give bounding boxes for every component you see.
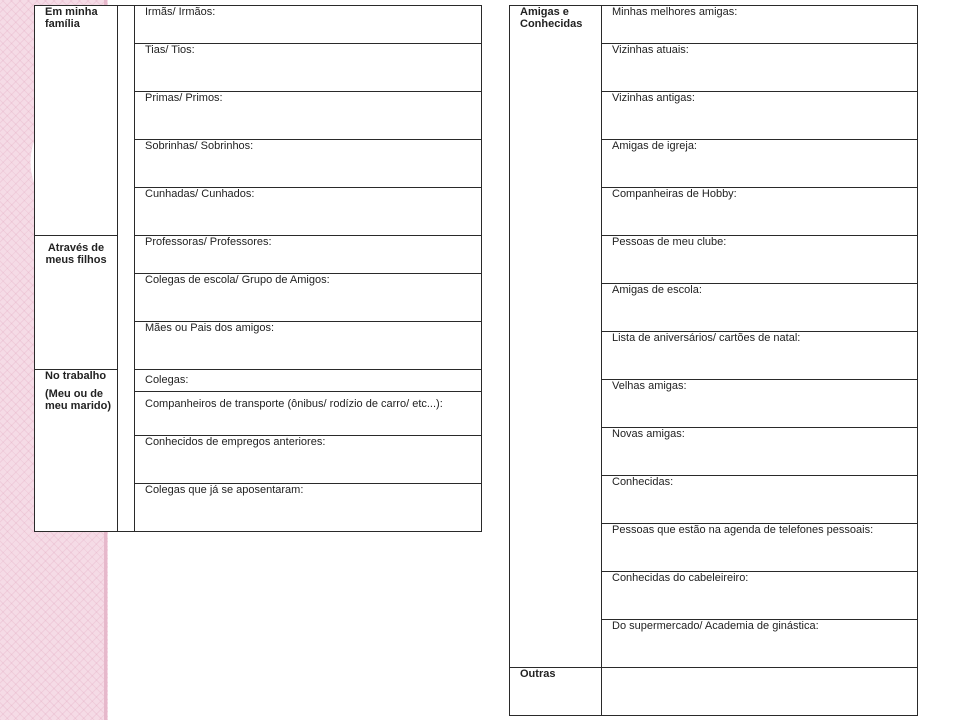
item-field[interactable]: Amigas de escola: bbox=[602, 284, 918, 332]
item-field[interactable]: Amigas de igreja: bbox=[602, 140, 918, 188]
item-field[interactable]: Irmãs/ Irmãos: bbox=[135, 6, 482, 44]
category-cell bbox=[510, 6, 602, 668]
category-sublabel: (Meu ou de meu marido) bbox=[45, 388, 112, 412]
table-row bbox=[35, 370, 482, 392]
item-field[interactable]: Pessoas que estão na agenda de telefones pessoais: bbox=[602, 524, 918, 572]
item-field[interactable]: Conhecidos de empregos anteriores: bbox=[135, 436, 482, 484]
item-field[interactable]: Minhas melhores amigas: bbox=[602, 6, 918, 44]
item-field[interactable]: Vizinhas antigas: bbox=[602, 92, 918, 140]
item-field[interactable]: Conhecidas do cabeleireiro: bbox=[602, 572, 918, 620]
item-field[interactable]: Do supermercado/ Academia de ginástica: bbox=[602, 620, 918, 668]
right-contacts-table bbox=[509, 5, 918, 716]
category-label: No trabalho bbox=[45, 370, 107, 382]
item-field[interactable]: Companheiros de transporte (ônibus/ rodízio de carro/ etc...): bbox=[135, 392, 482, 436]
item-field[interactable]: Velhas amigas: bbox=[602, 380, 918, 428]
category-label: Outras bbox=[520, 668, 556, 680]
item-field[interactable]: Pessoas de meu clube: bbox=[602, 236, 918, 284]
table-row bbox=[35, 6, 482, 44]
category-cell bbox=[510, 668, 602, 716]
left-contacts-table bbox=[34, 5, 482, 532]
category-cell bbox=[35, 236, 118, 370]
item-field[interactable]: Conhecidas: bbox=[602, 476, 918, 524]
category-cell bbox=[35, 370, 118, 532]
table-row bbox=[35, 236, 482, 274]
category-label: Em minha família bbox=[45, 6, 98, 30]
item-field[interactable]: Sobrinhas/ Sobrinhos: bbox=[135, 140, 482, 188]
item-field[interactable]: Vizinhas atuais: bbox=[602, 44, 918, 92]
item-field[interactable]: Mães ou Pais dos amigos: bbox=[135, 322, 482, 370]
item-field-blank[interactable] bbox=[602, 668, 918, 716]
category-cell bbox=[35, 6, 118, 236]
item-field[interactable]: Tias/ Tios: bbox=[135, 44, 482, 92]
category-label: Amigas e Conhecidas bbox=[520, 6, 583, 30]
spacer-column bbox=[118, 6, 135, 532]
item-field[interactable]: Cunhadas/ Cunhados: bbox=[135, 188, 482, 236]
item-field[interactable]: Colegas que já se aposentaram: bbox=[135, 484, 482, 532]
item-field[interactable]: Primas/ Primos: bbox=[135, 92, 482, 140]
item-field[interactable]: Professoras/ Professores: bbox=[135, 236, 482, 274]
category-label: Através de meus filhos bbox=[45, 242, 107, 266]
item-field[interactable]: Companheiras de Hobby: bbox=[602, 188, 918, 236]
item-field[interactable]: Colegas de escola/ Grupo de Amigos: bbox=[135, 274, 482, 322]
item-field[interactable]: Colegas: bbox=[135, 370, 482, 392]
table-row bbox=[510, 668, 918, 716]
table-row bbox=[510, 6, 918, 44]
item-field[interactable]: Lista de aniversários/ cartões de natal: bbox=[602, 332, 918, 380]
item-field[interactable]: Novas amigas: bbox=[602, 428, 918, 476]
